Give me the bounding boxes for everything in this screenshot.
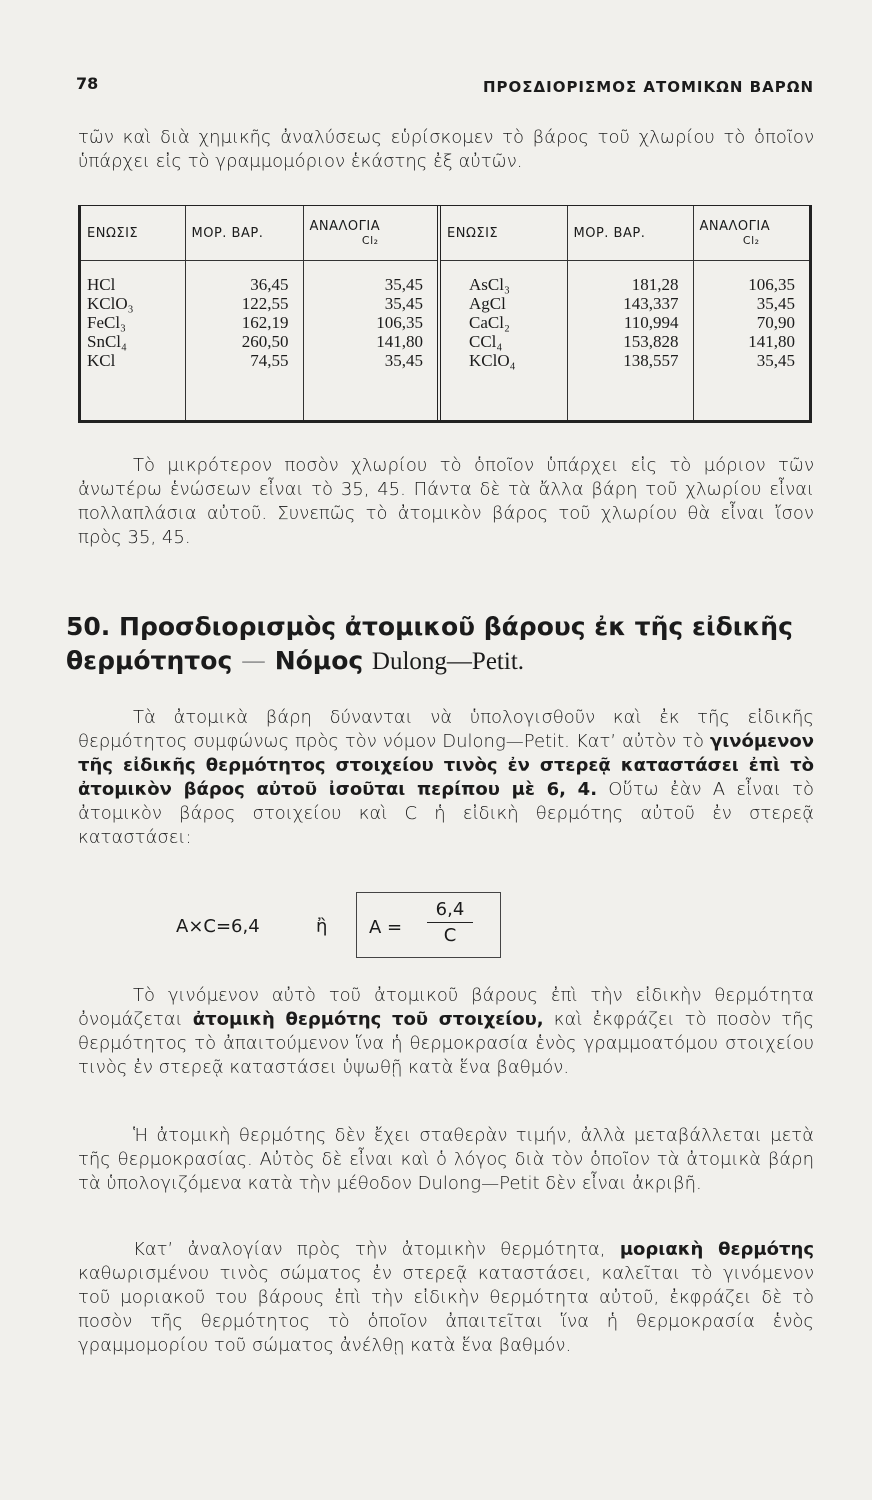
table-cell: 35,45 <box>384 294 423 313</box>
table-cell: CaCl₂ <box>469 313 510 332</box>
paragraph-atomic-heat <box>78 984 814 1080</box>
table-cell: KClO₃ <box>87 294 134 313</box>
table-header-compound: ΕΝΩΣΙΣ <box>81 206 185 261</box>
table-header-ratio-label: ΑΝΑΛΟΓΙΑ <box>699 219 771 234</box>
formula-or: ἢ <box>316 916 328 937</box>
table-col-right-ratios <box>693 261 809 421</box>
running-title: ΠΡΟΣΔΙΟΡΙΣΜΟΣ ΑΤΟΜΙΚΩΝ ΒΑΡΩΝ <box>482 78 814 96</box>
table-cell: AgCl <box>469 294 506 313</box>
table-cell: 70,90 <box>756 313 795 332</box>
table-cell: 153,828 <box>623 332 679 351</box>
formula-product: A×C=6,4 <box>176 916 260 937</box>
table-header-mol-weight: ΜΟΡ. ΒΑΡ. <box>567 206 693 261</box>
molecular-weight-table <box>78 205 812 423</box>
emphasis-text: γινόμενον τῆς εἰδικῆς θερμότητος στοιχείου τινὸς ἐν στερεᾷ καταστάσει ἐπὶ τὸ ἀτομικὸν βάρος αὐτοῦ ἰσοῦται περίπου μὲ 6, 4. <box>78 731 814 800</box>
section-number: 50. <box>66 612 111 641</box>
table-col-right-weights <box>567 261 693 421</box>
paragraph-dulong-petit <box>78 706 814 850</box>
table-cell: 143,337 <box>623 294 679 313</box>
table-cell: 138,557 <box>623 351 679 370</box>
emphasis-text: ἀτομικὴ θερμότης τοῦ στοιχείου, <box>192 1009 544 1030</box>
table-col-right-compounds <box>439 261 567 421</box>
table-cell: 74,55 <box>250 351 289 370</box>
text-run: καθωρισμένου τινὸς σώματος ἐν στερεᾷ καταστάσει, καλεῖται τὸ γινόμενον τοῦ μοριακοῦ του βάρους ἐπὶ τὴν εἰδικὴν θερμότητα αὐτοῦ, ἐκφράζει δὲ τὸ ποσὸν τῆς θερμότητος τὸ ὁποῖον ἀπαιτεῖται ἵνα ἡ θερμοκρασία ἑνὸς γραμμομορίου τοῦ σώματος ἀνέλθῃ κατὰ ἕνα βαθμόν. <box>78 1263 814 1356</box>
table-header-ratio <box>693 206 809 261</box>
paragraph-variation: Ἡ ἀτομικὴ θερμότης δὲν ἔχει σταθερὰν τιμήν, ἀλλὰ μεταβάλλεται μετὰ τῆς θερμοκρασίας. Αὐτὸς δὲ εἶναι καὶ ὁ λόγος διὰ τὸν ὁποῖον τὰ ἀτομικὰ βάρη τὰ ὑπολογιζόμενα κατὰ τὴν μέθοδον Dulong—Petit δὲν εἶναι ἀκριβῆ. <box>78 1125 814 1194</box>
table-cell: 181,28 <box>631 275 679 294</box>
table-header-ratio-label: ΑΝΑΛΟΓΙΑ <box>309 219 381 234</box>
text-run: Οὕτω ἐὰν Α εἶναι τὸ ἀτομικὸν βάρος στοιχείου καὶ C ἡ εἰδικὴ θερμότης αὐτοῦ ἐν στερεᾷ καταστάσει: <box>78 779 814 848</box>
table-header-ratio-sub: Cl₂ <box>742 234 760 247</box>
table-col-left-ratios <box>303 261 439 421</box>
table-cell: 162,19 <box>241 313 289 332</box>
table-cell: KCl <box>87 351 116 370</box>
table-cell: 106,35 <box>748 275 795 294</box>
table-cell: 36,45 <box>250 275 289 294</box>
table-col-left-weights <box>185 261 303 421</box>
table-cell: 35,45 <box>384 351 423 370</box>
table-cell: 122,55 <box>241 294 289 313</box>
intro-paragraph: τῶν καὶ διὰ χημικῆς ἀναλύσεως εὑρίσκομεν τὸ βάρος τοῦ χλωρίου τὸ ὁποῖον ὑπάρχει εἰς τὸ γραμμομόριον ἑκάστης ἐξ αὐτῶν. <box>78 127 814 172</box>
table-cell: KClO₄ <box>469 351 516 370</box>
section-dash: — <box>240 646 266 675</box>
table-cell: 35,45 <box>384 275 423 294</box>
table-cell: HCl <box>87 275 116 294</box>
formula-numerator: 6,4 <box>427 899 473 923</box>
section-heading <box>66 610 826 679</box>
formula-denominator: C <box>443 925 457 946</box>
section-title-law: Νόμος <box>274 646 364 675</box>
table-cell: AsCl₃ <box>469 275 510 294</box>
paragraph-molar-heat <box>78 1238 814 1358</box>
table-cell: 35,45 <box>756 294 795 313</box>
table-cell: 35,45 <box>756 351 795 370</box>
table-header-compound: ΕΝΩΣΙΣ <box>439 206 567 261</box>
table-header-mol-weight: ΜΟΡ. ΒΑΡ. <box>185 206 303 261</box>
table-cell: 141,80 <box>376 332 423 351</box>
text-run: καὶ ἐκφράζει τὸ ποσὸν τῆς θερμότητος τὸ ἀπαιτούμενον ἵνα ἡ θερμοκρασία ἑνὸς γραμμοατόμου στοιχείου τινὸς ἐν στερεᾷ καταστάσει ὑψωθῇ κατὰ ἕνα βαθμόν. <box>78 1009 815 1078</box>
text-run: Κατ’ ἀναλογίαν πρὸς τὴν ἀτομικὴν θερμότητα, <box>133 1239 620 1260</box>
formula-fraction <box>427 899 473 946</box>
text-run: Τὸ γινόμενον αὐτὸ τοῦ ἀτομικοῦ βάρους ἐπὶ τὴν εἰδικὴν θερμότητα ὀνομάζεται <box>78 985 814 1030</box>
table-cell: 260,50 <box>241 332 289 351</box>
section-title-latin: Dulong—Petit. <box>371 648 525 675</box>
emphasis-text: μοριακὴ θερμότης <box>619 1239 814 1260</box>
table-cell: CCl₄ <box>469 332 503 351</box>
text-run: Τὰ ἀτομικὰ βάρη δύνανται νὰ ὑπολογισθοῦν καὶ ἐκ τῆς εἰδικῆς θερμότητος συμφώνως πρὸς τὸν νόμον Dulong—Petit. Κατ’ αὐτὸν τὸ <box>78 707 814 752</box>
table-cell: 106,35 <box>376 313 423 332</box>
table-cell: FeCl₃ <box>87 313 126 332</box>
table-col-left-compounds <box>81 261 185 421</box>
formula-lhs: A = <box>369 917 403 938</box>
table-header-ratio <box>303 206 439 261</box>
table-cell: SnCl₄ <box>87 332 127 351</box>
table-header-ratio-sub: Cl₂ <box>361 234 379 247</box>
section-title-text: Προσδιορισμὸς ἀτομικοῦ βάρους ἐκ τῆς εἰδικῆς θερμότητος <box>66 612 793 675</box>
conclusion-paragraph: Τὸ μικρότερον ποσὸν χλωρίου τὸ ὁποῖον ὑπάρχει εἰς τὸ μόριον τῶν ἀνωτέρω ἑνώσεων εἶναι τὸ 35, 45. Πάντα δὲ τὰ ἄλλα βάρη τοῦ χλωρίου εἶναι πολλαπλάσια αὐτοῦ. Συνεπῶς τὸ ἀτομικὸν βάρος τοῦ χλωρίου θὰ εἶναι ἴσον πρὸς 35, 45. <box>78 455 814 548</box>
formula <box>176 899 536 962</box>
table-cell: 110,994 <box>623 313 679 332</box>
formula-box <box>356 892 501 958</box>
page-number: 78 <box>76 74 99 93</box>
table-cell: 141,80 <box>748 332 795 351</box>
